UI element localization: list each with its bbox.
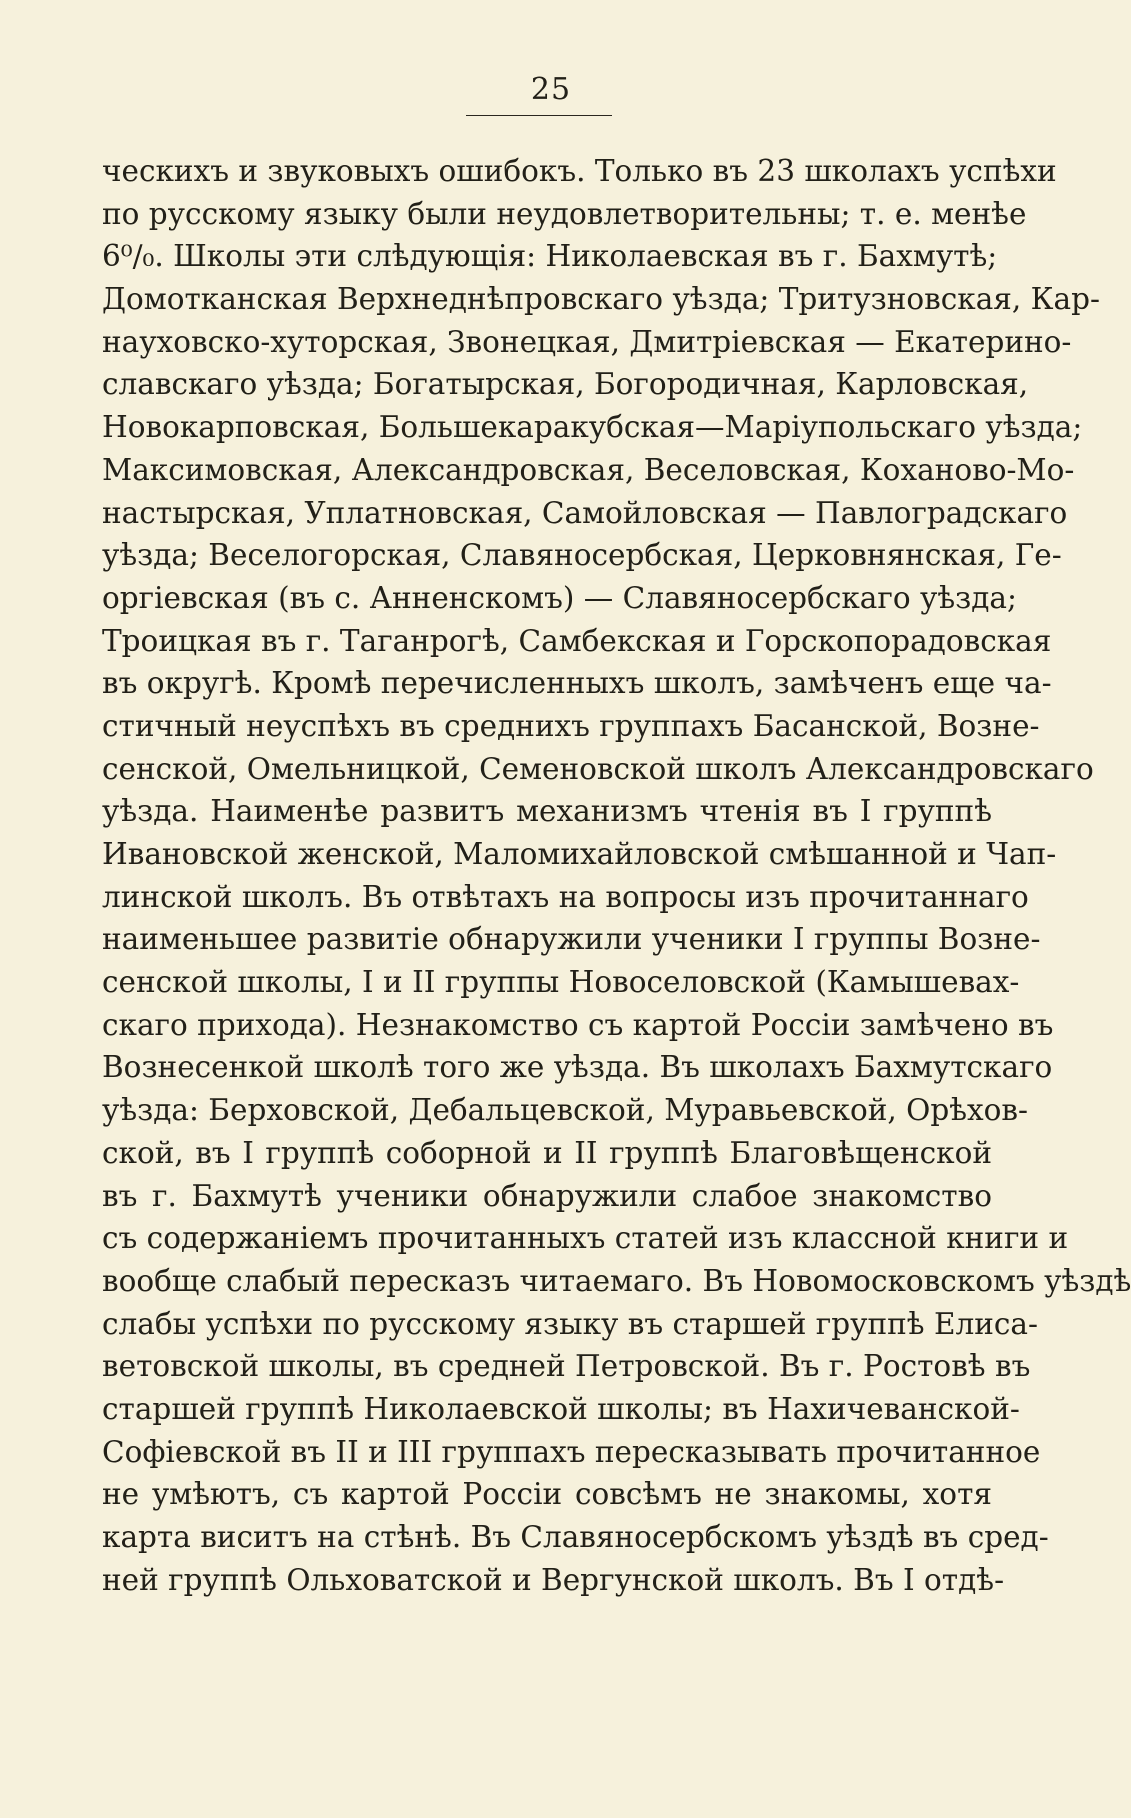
text-line: слабы успѣхи по русскому языку въ старшей группѣ Елиса- [102, 1306, 1038, 1341]
text-line: ветовской школы, въ средней Петровской. Въ г. Ростовѣ въ [102, 1349, 1031, 1384]
text-line: не умѣютъ, съ картой Россіи совсѣмъ не знакомы, хотя [102, 1477, 992, 1512]
text-line: ней группѣ Ольховатской и Вергунской школъ. Въ I отдѣ- [102, 1562, 1005, 1597]
text-line: 6⁰/₀. Школы эти слѣдующія: Николаевская въ г. Бахмутѣ; [102, 239, 998, 274]
text-line: сенской, Омельницкой, Семеновской школъ Александровскаго [102, 751, 1094, 786]
text-line: уѣзда; Веселогорская, Славяносербская, Церковнянская, Ге- [102, 538, 1062, 573]
text-line: Максимовская, Александровская, Веселовская, Кохановo-Мо- [102, 452, 1075, 487]
text-line: ческихъ и звуковыхъ ошибокъ. Только въ 23 школахъ успѣхи [102, 154, 1057, 188]
text-line: уѣзда: Берховской, Дебальцевской, Муравьевской, Орѣхов- [102, 1093, 1028, 1128]
text-line: сенской школы, I и II группы Новоселовской (Камышевах- [102, 965, 1020, 1000]
text-line: славскаго уѣзда; Богатырская, Богородичная, Карловская, [102, 367, 1029, 402]
text-line: Троицкая въ г. Таганрогѣ, Самбекская и Горскопорадовская [102, 623, 1052, 658]
text-line: линской школъ. Въ отвѣтахъ на вопросы изъ прочитаннаго [102, 879, 1029, 914]
text-line: Ивановской женской, Маломихайловской смѣшанной и Чап- [102, 837, 1057, 871]
header-rule [466, 115, 612, 116]
text-line: карта виситъ на стѣнѣ. Въ Славяносербскомъ уѣздѣ въ сред- [102, 1520, 1049, 1554]
text-line: ской, въ I группѣ соборной и II группѣ Благовѣщенской [102, 1135, 992, 1170]
text-line: по русскому языку были неудовлетворительны; т. е. менѣе [102, 196, 1027, 231]
text-line: въ г. Бахмутѣ ученики обнаружили слабое знакомство [102, 1178, 992, 1213]
text-line: настырская, Уплатновская, Самойловская — Павлоградскаго [102, 495, 1068, 530]
text-line: съ содержаніемъ прочитанныхъ статей изъ классной книги и [102, 1221, 1069, 1256]
text-line: Софіевской въ II и III группахъ пересказывать прочитанное [102, 1434, 1041, 1469]
text-line: Новокарповская, Большекаракубская—Маріупольскаго уѣзда; [102, 410, 1083, 445]
page-number: 25 [530, 72, 572, 107]
text-line: стичный неуспѣхъ въ среднихъ группахъ Басанской, Возне- [102, 708, 1040, 743]
text-line: скаго прихода). Незнакомство съ картой Россіи замѣчено въ [102, 1007, 1054, 1042]
text-line: вообще слабый пересказъ читаемаго. Въ Новомосковскомъ уѣздѣ [102, 1263, 1131, 1298]
text-line: Вознесенкой школѣ того же уѣзда. Въ школахъ Бахмутскаго [102, 1050, 1053, 1085]
text-line: оргіевская (въ с. Анненскомъ) — Славяносербскаго уѣзда; [102, 580, 1017, 615]
text-line: наименьшее развитіе обнаружили ученики I группы Возне- [102, 922, 1041, 957]
text-line: науховско-хуторская, Звонецкая, Дмитріевская — Екатерино- [102, 324, 1072, 359]
text-line: въ округѣ. Кромѣ перечисленныхъ школъ, замѣченъ еще ча- [102, 666, 1052, 701]
text-line: Домотканская Верхнеднѣпровскаго уѣзда; Тритузновская, Кар- [102, 282, 1100, 317]
text-line: уѣзда. Наименѣе развитъ механизмъ чтенія въ I группѣ [102, 794, 992, 829]
text-line: старшей группѣ Николаевской школы; въ Нахичеванской- [102, 1391, 1020, 1426]
body-text [102, 150, 1131, 1601]
